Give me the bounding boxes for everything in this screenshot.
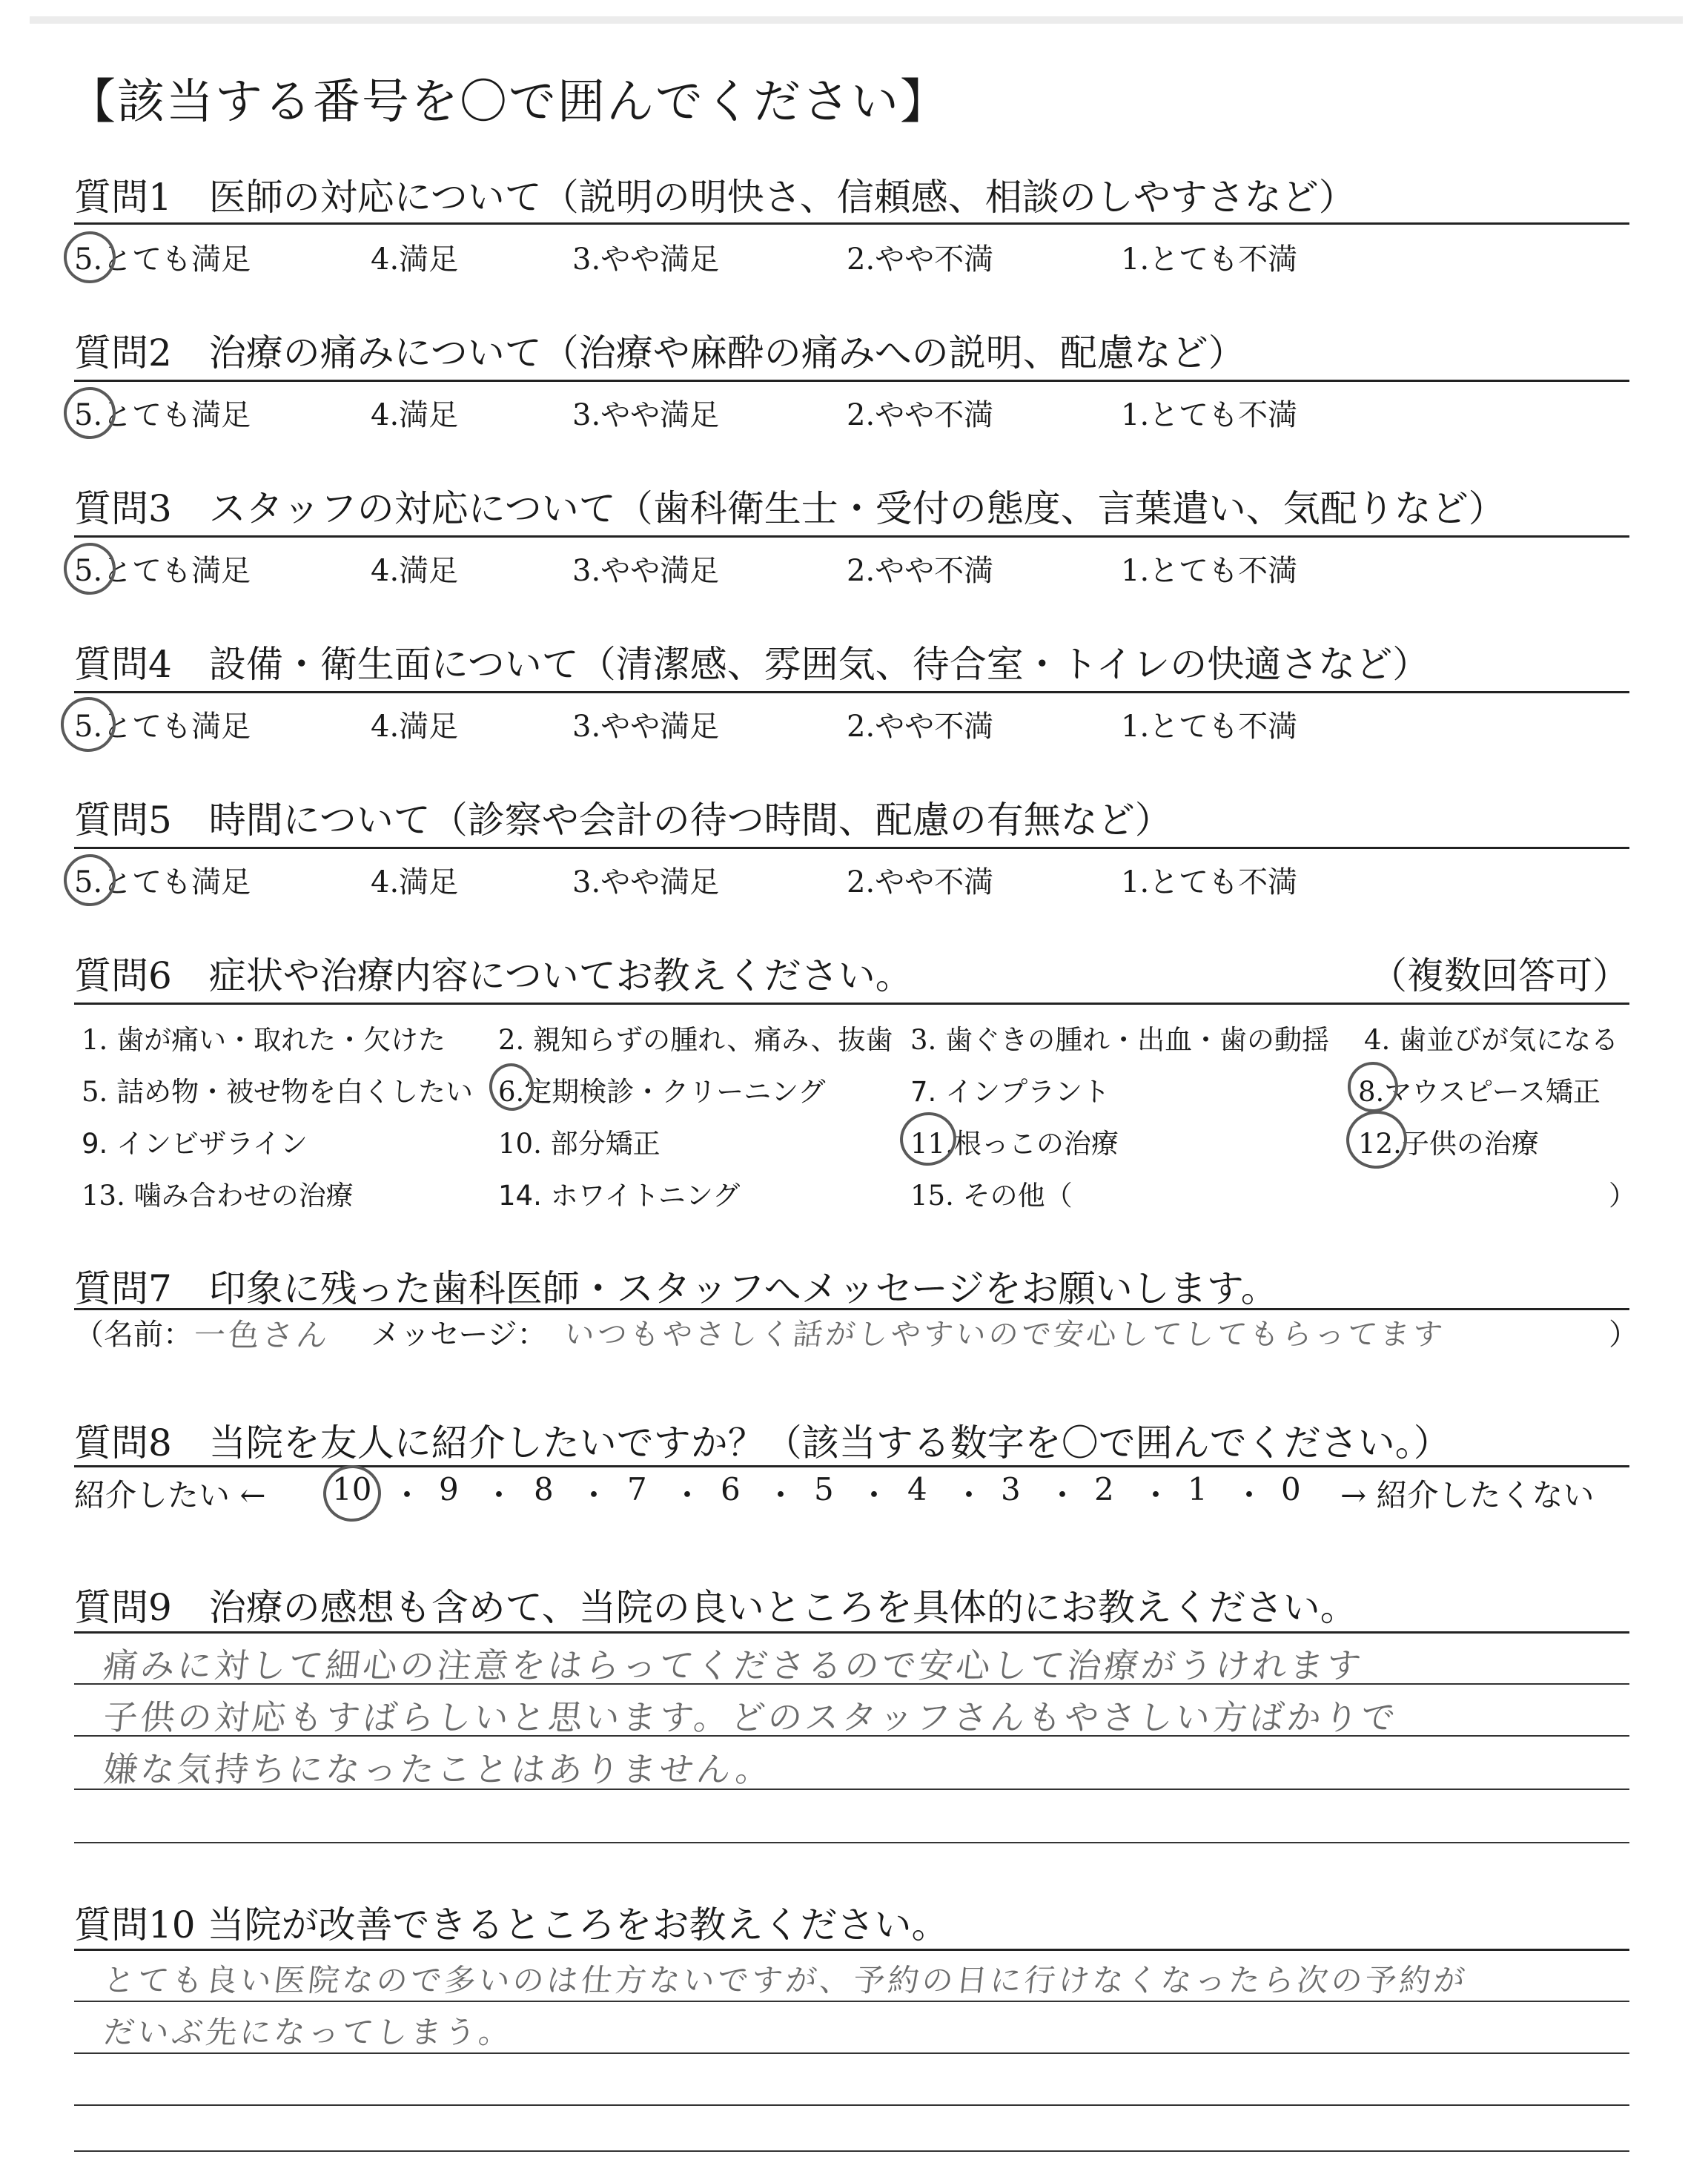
q6-option-4[interactable]: 4. 歯並びが気になる (1364, 1024, 1619, 1056)
question-10-heading: 質問10 当院が改善できるところをお教えください。 (74, 1903, 949, 1946)
question-6-note: （複数回答可） (1370, 954, 1629, 997)
q8-number-5[interactable]: 5 (814, 1471, 834, 1507)
q2-option-5[interactable]: 5.とても満足 (74, 398, 251, 432)
q6-option-8[interactable]: 8.マウスピース矯正 (1358, 1076, 1601, 1108)
q6-option-10[interactable]: 10. 部分矯正 (498, 1128, 661, 1160)
q8-number-0[interactable]: 0 (1281, 1471, 1301, 1507)
q7-message-label: メッセージ： (371, 1318, 547, 1352)
q6-option-7[interactable]: 7. インプラント (910, 1076, 1110, 1108)
q5-option-5[interactable]: 5.とても満足 (74, 865, 251, 899)
q3-option-1[interactable]: 1.とても不満 (1121, 554, 1298, 588)
q8-number-6[interactable]: 6 (721, 1471, 741, 1507)
q8-number-9[interactable]: 9 (439, 1471, 459, 1507)
q8-separator: ・ (1140, 1477, 1172, 1513)
q9-answer-line-2[interactable]: 子供の対応もすばらしいと思います。どのスタッフさんもやさしい方ばかりで (101, 1697, 1400, 1737)
q6-option-13[interactable]: 13. 噛み合わせの治療 (82, 1180, 354, 1212)
q8-separator: ・ (858, 1477, 890, 1513)
q3-option-4[interactable]: 4.満足 (371, 554, 459, 588)
q4-option-3[interactable]: 3.やや満足 (572, 710, 720, 744)
question-4-rule (74, 691, 1629, 693)
page-title: 【該当する番号を〇で囲んでください】 (68, 75, 949, 130)
q9-writing-line (74, 1842, 1629, 1843)
q9-answer-line-1[interactable]: 痛みに対して細心の注意をはらってくださるので安心して治療がうけれます (101, 1645, 1366, 1685)
q8-number-8[interactable]: 8 (534, 1471, 554, 1507)
q7-name-label: （名前： (74, 1318, 193, 1352)
q6-option-9[interactable]: 9. インビザライン (82, 1128, 308, 1160)
q8-number-1[interactable]: 1 (1188, 1471, 1208, 1507)
q8-number-4[interactable]: 4 (907, 1471, 927, 1507)
question-5-rule (74, 847, 1629, 849)
question-3-heading: 質問3 スタッフの対応について（歯科衛生士・受付の態度、言葉遣い、気配りなど） (74, 487, 1506, 530)
q2-option-4[interactable]: 4.満足 (371, 398, 459, 432)
question-1-heading: 質問1 医師の対応について（説明の明快さ、信頼感、相談のしやすさなど） (74, 176, 1356, 219)
q8-left-label: 紹介したい ← (74, 1477, 266, 1513)
q1-option-2[interactable]: 2.やや不満 (847, 242, 994, 277)
q10-answer-line-1[interactable]: とても良い医院なので多いのは仕方ないですが、予約の日に行けなくなったら次の予約が (102, 1962, 1470, 1998)
q4-option-5[interactable]: 5.とても満足 (74, 710, 251, 744)
q5-option-2[interactable]: 2.やや不満 (847, 865, 994, 899)
question-3-options (0, 547, 1708, 592)
question-9-rule (74, 1631, 1629, 1634)
q10-writing-line (74, 2001, 1629, 2002)
q8-number-2[interactable]: 2 (1094, 1471, 1114, 1507)
q9-writing-line (74, 1789, 1629, 1790)
q8-separator: ・ (953, 1477, 985, 1513)
scan-edge-strip (30, 16, 1683, 24)
q4-option-1[interactable]: 1.とても不満 (1121, 710, 1298, 744)
q8-separator: ・ (483, 1477, 515, 1513)
q10-writing-line (74, 2052, 1629, 2054)
question-6-heading: 質問6 症状や治療内容についてお教えください。 (74, 954, 913, 997)
question-8-heading: 質問8 当院を友人に紹介したいですか？（該当する数字を〇で囲んでください。） (74, 1421, 1451, 1464)
question-1-options (0, 236, 1708, 280)
question-2-heading: 質問2 治療の痛みについて（治療や麻酔の痛みへの説明、配慮など） (74, 331, 1245, 374)
q9-answer-line-3[interactable]: 嫌な気持ちになったことはありません。 (101, 1749, 775, 1789)
q9-writing-line (74, 1683, 1629, 1685)
q6-option-14[interactable]: 14. ホワイトニング (498, 1180, 741, 1212)
q2-option-1[interactable]: 1.とても不満 (1121, 398, 1298, 432)
q9-writing-line (74, 1735, 1629, 1737)
question-8-rule (74, 1465, 1629, 1467)
q1-option-5[interactable]: 5.とても満足 (74, 242, 251, 277)
q1-option-4[interactable]: 4.満足 (371, 242, 459, 277)
q10-writing-line (74, 2150, 1629, 2152)
question-3-rule (74, 535, 1629, 538)
q7-name-handwritten[interactable]: 一色さん (192, 1317, 333, 1353)
q6-option-6[interactable]: 6.定期検診・クリーニング (498, 1076, 826, 1108)
question-2-options (0, 392, 1708, 436)
q8-separator: ・ (672, 1477, 704, 1513)
q8-number-7[interactable]: 7 (627, 1471, 647, 1507)
question-2-rule (74, 380, 1629, 382)
q10-writing-line (74, 2104, 1629, 2106)
q3-option-3[interactable]: 3.やや満足 (572, 554, 720, 588)
question-9-heading: 質問9 治療の感想も含めて、当院の良いところを具体的にお教えください。 (74, 1586, 1357, 1629)
q2-option-3[interactable]: 3.やや満足 (572, 398, 720, 432)
q6-option-12[interactable]: 12.子供の治療 (1358, 1128, 1539, 1160)
q6-option-5[interactable]: 5. 詰め物・被せ物を白くしたい (82, 1076, 474, 1108)
q8-number-3[interactable]: 3 (1001, 1471, 1021, 1507)
q3-option-2[interactable]: 2.やや不満 (847, 554, 994, 588)
question-7-heading: 質問7 印象に残った歯科医師・スタッフへメッセージをお願いします。 (74, 1267, 1278, 1310)
q6-option-1[interactable]: 1. 歯が痛い・取れた・欠けた (82, 1024, 446, 1056)
q4-option-2[interactable]: 2.やや不満 (847, 710, 994, 744)
question-4-heading: 質問4 設備・衛生面について（清潔感、雰囲気、待合室・トイレの快適さなど） (74, 643, 1430, 686)
question-10-rule (74, 1949, 1629, 1951)
q6-other-close-paren: ） (1609, 1180, 1636, 1212)
q8-separator: ・ (1234, 1477, 1265, 1513)
question-7-rule (74, 1308, 1629, 1310)
question-5-heading: 質問5 時間について（診察や会計の待つ時間、配慮の有無など） (74, 799, 1172, 842)
question-4-options (0, 703, 1708, 747)
q5-option-3[interactable]: 3.やや満足 (572, 865, 720, 899)
q7-close-paren: ） (1609, 1318, 1638, 1352)
question-1-rule (74, 222, 1629, 225)
q10-answer-line-2[interactable]: だいぶ先になってしまう。 (102, 2014, 515, 2050)
q8-separator: ・ (765, 1477, 797, 1513)
q8-separator: ・ (391, 1477, 423, 1513)
q5-option-1[interactable]: 1.とても不満 (1121, 865, 1298, 899)
q3-option-5[interactable]: 5.とても満足 (74, 554, 251, 588)
q8-number-10[interactable]: 10 (332, 1471, 372, 1507)
q6-option-3[interactable]: 3. 歯ぐきの腫れ・出血・歯の動揺 (910, 1024, 1330, 1056)
q2-option-2[interactable]: 2.やや不満 (847, 398, 994, 432)
q5-option-4[interactable]: 4.満足 (371, 865, 459, 899)
q1-option-3[interactable]: 3.やや満足 (572, 242, 720, 277)
q6-option-15[interactable]: 15. その他（ (910, 1180, 1073, 1212)
q8-separator: ・ (578, 1477, 610, 1513)
q6-option-2[interactable]: 2. 親知らずの腫れ、痛み、抜歯 (498, 1024, 893, 1056)
q1-option-1[interactable]: 1.とても不満 (1121, 242, 1298, 277)
question-5-options (0, 859, 1708, 903)
q6-option-11[interactable]: 11.根っこの治療 (910, 1128, 1119, 1160)
q7-message-handwritten[interactable]: いつもやさしく話がしやすいので安心してしてもらってます (563, 1318, 1448, 1352)
q8-right-label: → 紹介したくない (1340, 1477, 1595, 1513)
question-6-rule (74, 1003, 1629, 1005)
q8-separator: ・ (1047, 1477, 1079, 1513)
q4-option-4[interactable]: 4.満足 (371, 710, 459, 744)
